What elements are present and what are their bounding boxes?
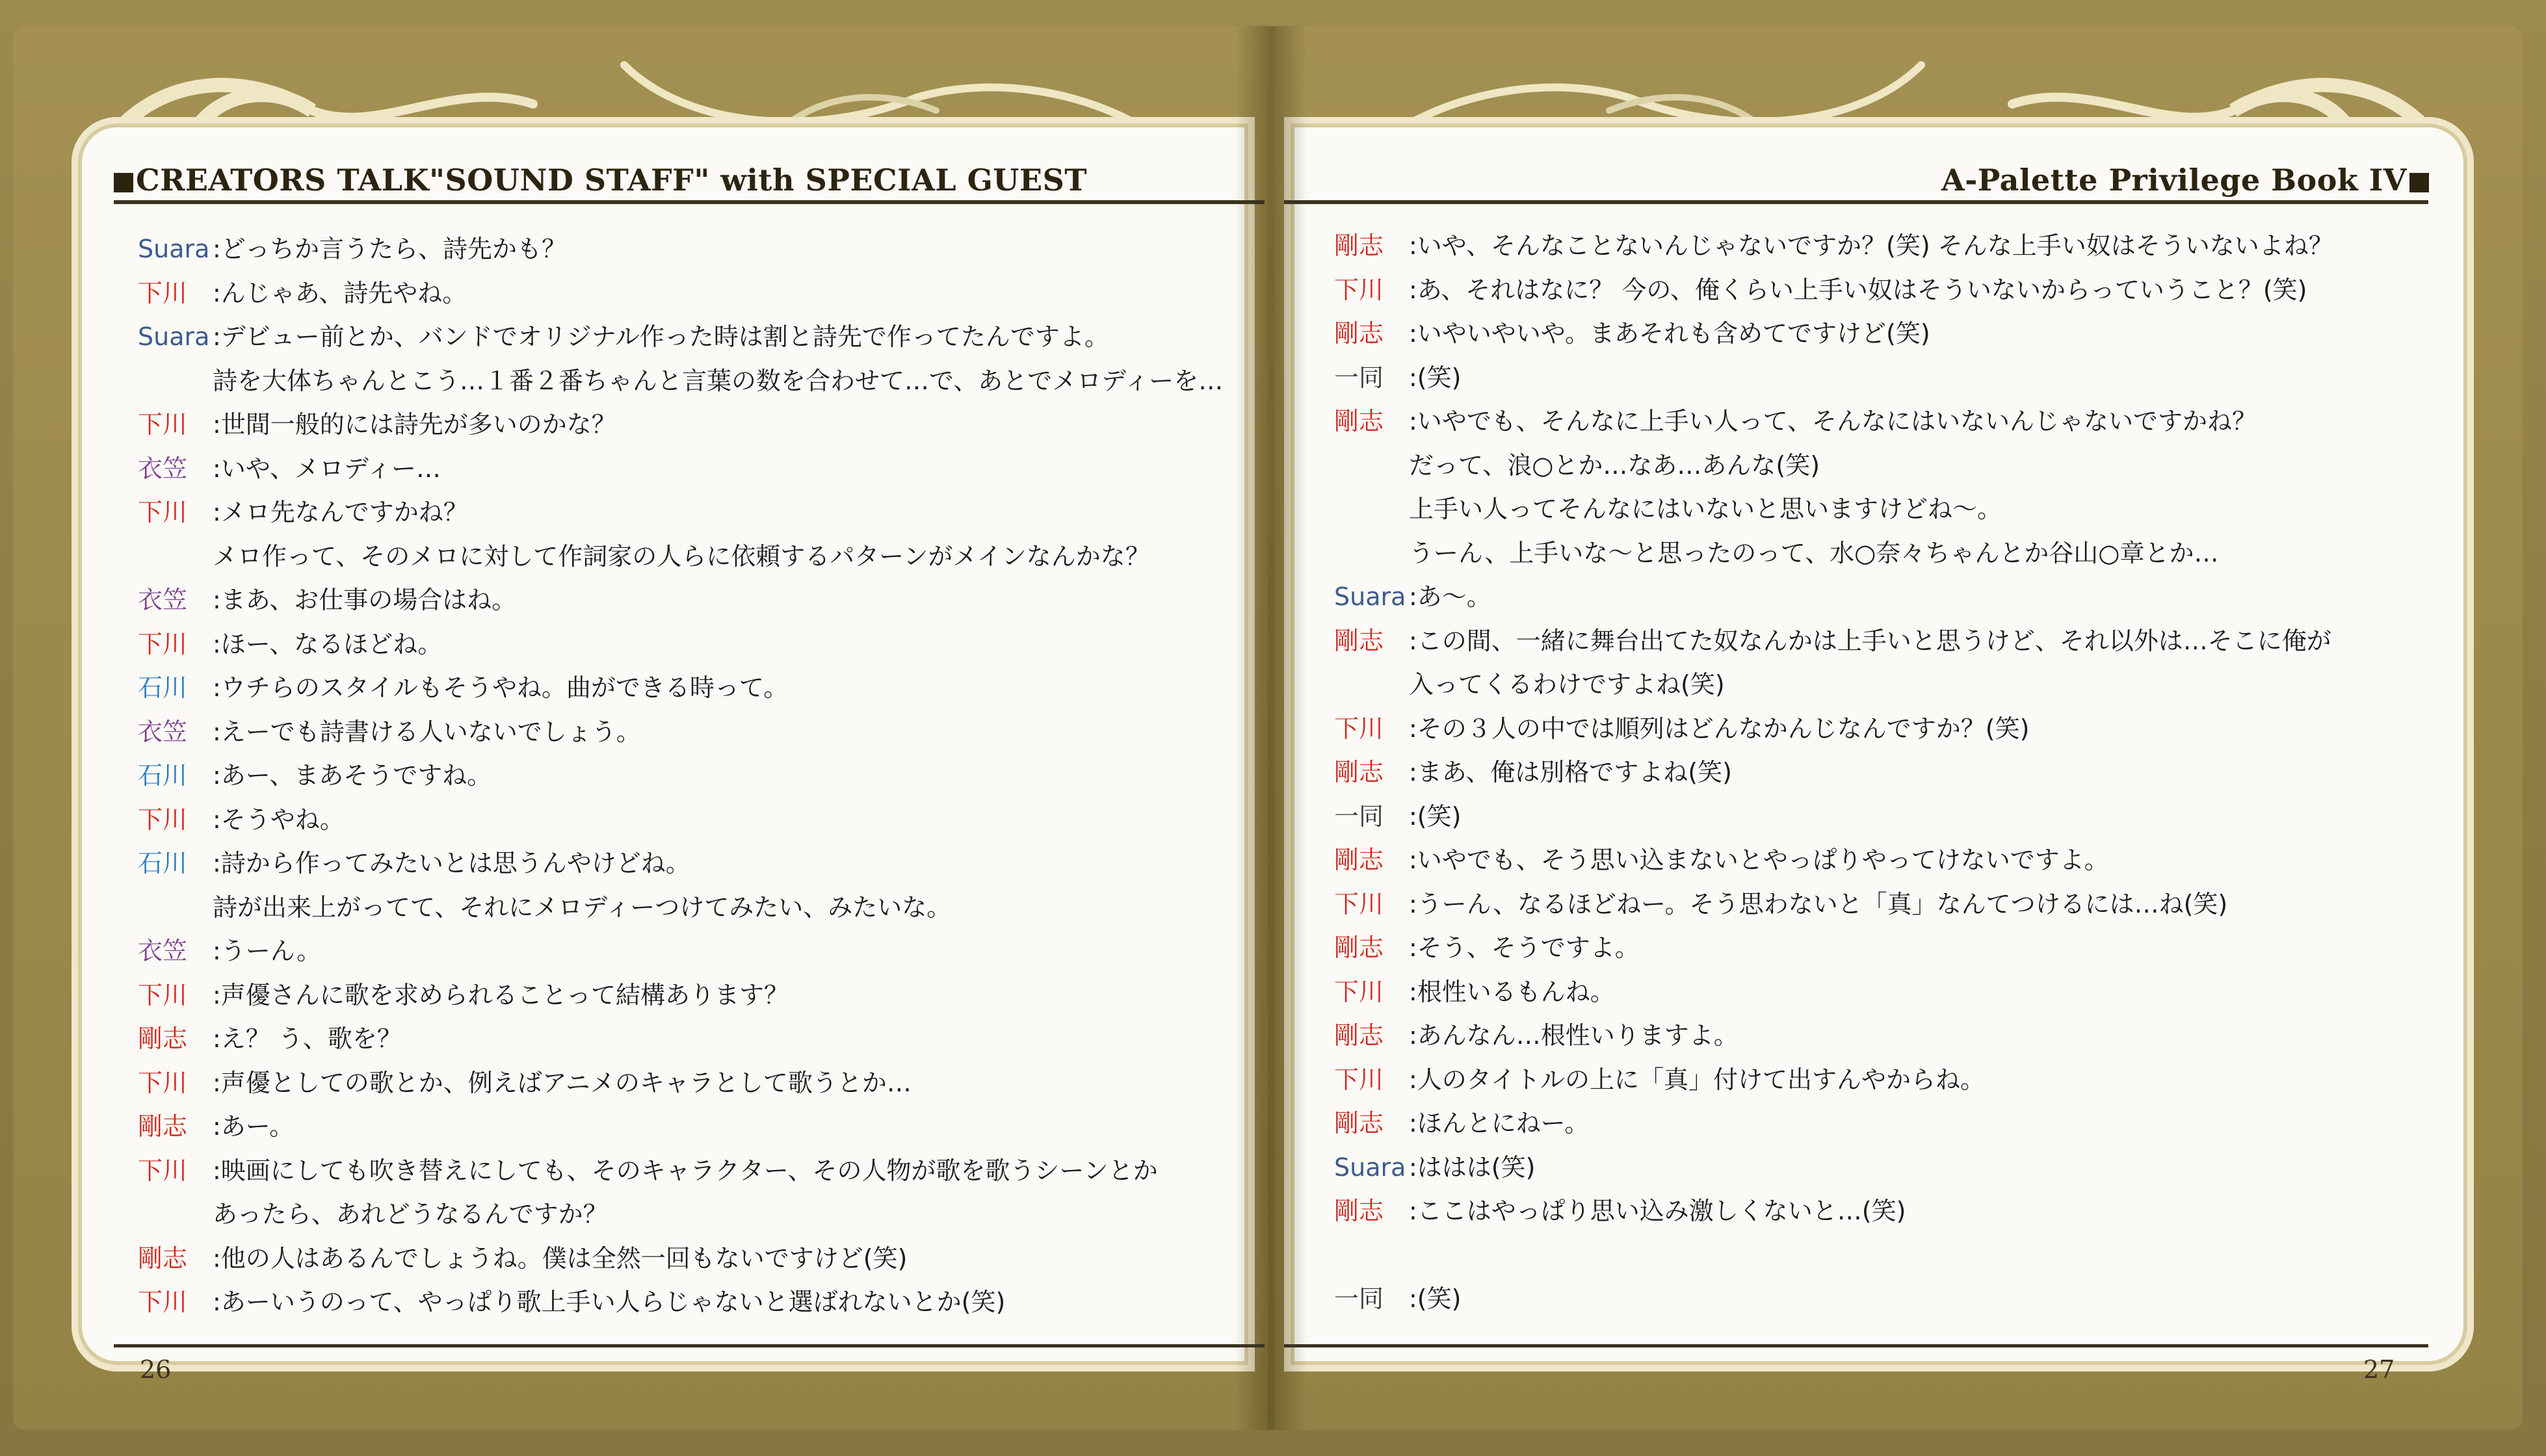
speaker-name: 一同: [1334, 801, 1384, 831]
dialog-text: :世間一般的には詩先が多いのかな？: [213, 410, 616, 439]
black-square-icon: [2409, 173, 2429, 192]
dialog-text: :あんなん…根性いりますよ。: [1409, 1021, 1739, 1050]
dialog-line: [1334, 838, 2333, 883]
dialog-line: [1334, 1277, 2333, 1321]
dialog-line: [138, 710, 1223, 755]
dialog-text: :(笑): [1409, 363, 1462, 392]
dialog-text: :あー。: [213, 1112, 295, 1141]
dialog-line: [1334, 356, 2333, 400]
dialog-text: :ほー、なるほどね。: [213, 629, 443, 658]
dialog-line: [138, 886, 1223, 930]
right-page-number: 27: [2363, 1355, 2395, 1384]
speaker-name: 下川: [138, 1068, 188, 1097]
dialog-line: [1334, 926, 2333, 970]
dialog-text: だって、浪○とか…なあ…あんな(笑): [1409, 450, 1820, 480]
dialog-text: :声優さんに歌を求められることって結構あります？: [213, 980, 789, 1009]
dialog-line: [1334, 1058, 2333, 1102]
dialog-line: [138, 666, 1223, 710]
dialog-line: [138, 578, 1223, 623]
speaker-name: 石川: [138, 761, 188, 790]
speaker-name: 石川: [138, 849, 188, 878]
dialog-text: 詩が出来上がってて、それにメロディーつけてみたい、みたいな。: [213, 892, 952, 922]
speaker-name: 衣笠: [138, 717, 188, 746]
speaker-name: 石川: [138, 673, 188, 702]
right-header-rule: [1284, 200, 2428, 204]
speaker-name: [1334, 663, 1409, 707]
speaker-name: 剛志: [1334, 626, 1384, 655]
dialog-text: :そうやね。: [213, 805, 345, 834]
speaker-name: [1334, 488, 1409, 532]
dialog-line: [138, 754, 1223, 798]
speaker-name: [138, 359, 213, 404]
speaker-name: 衣笠: [138, 586, 188, 614]
speaker-name: 剛志: [1334, 231, 1384, 260]
left-header-rule: [114, 200, 1265, 204]
dialog-text: :あ〜。: [1409, 582, 1491, 611]
speaker-name: 下川: [1334, 889, 1384, 918]
dialog-text: :まあ、お仕事の場合はね。: [213, 586, 517, 614]
dialog-text: :うーん。: [213, 937, 322, 965]
speaker-name: 剛志: [1334, 933, 1384, 962]
speaker-name: 剛志: [1334, 407, 1384, 436]
dialog-text: :いやでも、そんなに上手い人って、そんなにはいないんじゃないですかね？: [1409, 407, 2257, 436]
dialog-text: :ははは(笑): [1409, 1152, 1536, 1182]
speaker-name: 剛志: [1334, 1109, 1384, 1138]
dialog-line: [1334, 970, 2333, 1015]
speaker-name: Suara: [1334, 582, 1406, 611]
speaker-name: 一同: [1334, 1284, 1384, 1313]
speaker-name: [1334, 532, 1409, 576]
dialog-line: [1334, 1102, 2333, 1146]
dialog-text: :え？ う、歌を？: [213, 1024, 402, 1053]
speaker-name: [138, 886, 213, 930]
speaker-name: 衣笠: [138, 937, 188, 965]
speaker-name: Suara: [138, 235, 210, 263]
right-page-title: A-Palette Privilege Book IV: [1941, 162, 2429, 198]
dialog-line: [138, 447, 1223, 491]
speaker-name: 剛志: [1334, 758, 1384, 786]
dialog-text: :根性いるもんね。: [1409, 977, 1615, 1006]
dialog-text: :どっちか言うたら、詩先かも？: [213, 235, 567, 263]
dialog-text: 上手い人ってそんなにはいないと思いますけどね〜。: [1409, 495, 2002, 523]
dialog-text: 入ってくるわけですよね(笑): [1409, 670, 1725, 699]
dialog-text: :いやいやいや。まあそれも含めてですけど(笑): [1409, 319, 1930, 348]
dialog-line: [138, 272, 1223, 316]
dialog-line: [1334, 751, 2333, 795]
speaker-name: 下川: [138, 278, 188, 307]
dialog-text: :メロ先なんですかね？: [213, 498, 468, 526]
black-square-icon: [114, 173, 133, 192]
dialog-line: [1334, 663, 2333, 707]
dialog-text: :ウチらのスタイルもそうやね。曲ができる時って。: [213, 673, 789, 702]
dialog-line: [138, 403, 1223, 447]
dialog-line: [1334, 532, 2333, 576]
dialog-text: 詩を大体ちゃんとこう…１番２番ちゃんと言葉の数を合わせて…で、あとでメロディーを…: [213, 366, 1224, 395]
right-dialog-block: [1334, 224, 2333, 1321]
speaker-name: Suara: [138, 322, 210, 351]
dialog-line: [1334, 707, 2333, 751]
dialog-line: [1334, 1190, 2333, 1234]
dialog-line: [138, 1280, 1223, 1325]
dialog-text: :この間、一緒に舞台出てた奴なんかは上手いと思うけど、それ以外は…そこに俺が: [1409, 626, 2331, 655]
speaker-name: 剛志: [138, 1024, 188, 1053]
dialog-line: [138, 491, 1223, 535]
speaker-name: Suara: [1334, 1152, 1406, 1182]
dialog-text: :いや、メロディー…: [213, 454, 441, 483]
speaker-name: [1334, 444, 1409, 488]
dialog-text: :いや、そんなことないんじゃないですか？(笑) そんな上手い奴はそういないよね？: [1409, 231, 2333, 260]
dialog-text: :詩から作ってみたいとは思うんやけどね。: [213, 849, 690, 878]
dialog-line: [1334, 268, 2333, 313]
dialog-line: [138, 1193, 1223, 1237]
speaker-name: 下川: [1334, 977, 1384, 1006]
dialog-text: :(笑): [1409, 1284, 1462, 1313]
dialog-text: :うーん、なるほどねー。そう思わないと「真」なんてつけるには…ね(笑): [1409, 889, 2228, 918]
speaker-name: 下川: [1334, 275, 1384, 304]
left-page-title: CREATORS TALK"SOUND STAFF" with SPECIAL GUEST: [114, 162, 1087, 198]
dialog-text: :ここはやっぱり思い込み激しくないと…(笑): [1409, 1197, 1906, 1225]
speaker-name: [138, 1193, 213, 1237]
dialog-text: :あ、それはなに？ 今の、俺くらい上手い奴はそういないからっていうこと？(笑): [1409, 275, 2307, 304]
speaker-name: 剛志: [138, 1112, 188, 1141]
dialog-line: [138, 1061, 1223, 1106]
left-dialog-block: [138, 228, 1223, 1325]
dialog-text: :他の人はあるんでしょうね。僕は全然一回もないですけど(笑): [213, 1243, 908, 1273]
dialog-text: :まあ、俺は別格ですよね(笑): [1409, 758, 1732, 786]
dialog-line: [138, 842, 1223, 886]
speaker-name: 剛志: [138, 1243, 188, 1273]
dialog-line: [138, 228, 1223, 272]
speaker-name: 衣笠: [138, 454, 188, 483]
dialog-line: [138, 1237, 1223, 1281]
dialog-line: [1334, 619, 2333, 664]
dialog-line: [1334, 1146, 2333, 1190]
speaker-name: 剛志: [1334, 1021, 1384, 1050]
speaker-name: 下川: [138, 498, 188, 526]
dialog-line: [138, 974, 1223, 1018]
dialog-text: :あーいうのって、やっぱり歌上手い人らじゃないと選ばれないとか(笑): [213, 1288, 1006, 1316]
dialog-text: :そう、そうですよ。: [1409, 933, 1640, 962]
speaker-name: 一同: [1334, 363, 1384, 392]
dialog-line: [1334, 312, 2333, 356]
dialog-text: :いやでも、そう思い込まないとやっぱりやってけないですよ。: [1409, 846, 2109, 874]
speaker-name: 下川: [138, 629, 188, 658]
dialog-line: [1334, 883, 2333, 927]
dialog-line: [1334, 224, 2333, 268]
speaker-name: 下川: [1334, 714, 1384, 743]
speaker-name: [1334, 1234, 1409, 1278]
dialog-line: [1334, 795, 2333, 839]
dialog-text: :デビュー前とか、バンドでオリジナル作った時は割と詩先で作ってたんですよ。: [213, 322, 1109, 351]
speaker-name: 下川: [1334, 1065, 1384, 1094]
right-footer-rule: [1284, 1344, 2428, 1347]
speaker-name: 下川: [138, 1156, 188, 1185]
dialog-text: :あー、まあそうですね。: [213, 761, 492, 790]
dialog-line: [1334, 400, 2333, 444]
speaker-name: 下川: [138, 1288, 188, 1316]
dialog-line: [1334, 575, 2333, 619]
dialog-line: [138, 535, 1223, 579]
dialog-line: [1334, 488, 2333, 532]
speaker-name: 下川: [138, 805, 188, 834]
dialog-line: [138, 623, 1223, 667]
left-footer-rule: [114, 1344, 1265, 1347]
dialog-text: うーん、上手いな〜と思ったのって、水○奈々ちゃんとか谷山○章とか…: [1409, 538, 2219, 567]
dialog-line: [1334, 444, 2333, 488]
dialog-text: あったら、あれどうなるんですか？: [213, 1200, 608, 1228]
dialog-text: :映画にしても吹き替えにしても、そのキャラクター、その人物が歌を歌うシーンとか: [213, 1156, 1158, 1185]
speaker-name: 下川: [138, 980, 188, 1009]
left-page-number: 26: [140, 1355, 172, 1384]
dialog-line: [138, 798, 1223, 842]
dialog-text: :んじゃあ、詩先やね。: [213, 278, 467, 307]
dialog-text: :その３人の中では順列はどんなかんじなんですか？(笑): [1409, 714, 2030, 743]
dialog-text: :(笑): [1409, 801, 1462, 831]
dialog-text: メロ作って、そのメロに対して作詞家の人らに依頼するパターンがメインなんかな？: [213, 541, 1150, 571]
dialog-line: [138, 930, 1223, 974]
speaker-name: 剛志: [1334, 1197, 1384, 1225]
dialog-line: [1334, 1234, 2333, 1278]
speaker-name: 剛志: [1334, 319, 1384, 348]
speaker-name: [138, 535, 213, 579]
dialog-line: [138, 1105, 1223, 1149]
dialog-line: [138, 1149, 1223, 1193]
speaker-name: 剛志: [1334, 846, 1384, 874]
dialog-line: [138, 315, 1223, 359]
dialog-text: :声優としての歌とか、例えばアニメのキャラとして歌うとか…: [213, 1068, 912, 1097]
dialog-text: :人のタイトルの上に「真」付けて出すんやからね。: [1409, 1065, 1986, 1094]
dialog-line: [138, 1017, 1223, 1061]
dialog-text: :ほんとにねー。: [1409, 1109, 1590, 1138]
dialog-line: [138, 359, 1223, 404]
dialog-text: :えーでも詩書ける人いないでしょう。: [213, 717, 641, 746]
dialog-line: [1334, 1014, 2333, 1058]
book-gutter: [1235, 26, 1307, 1430]
speaker-name: 下川: [138, 410, 188, 439]
